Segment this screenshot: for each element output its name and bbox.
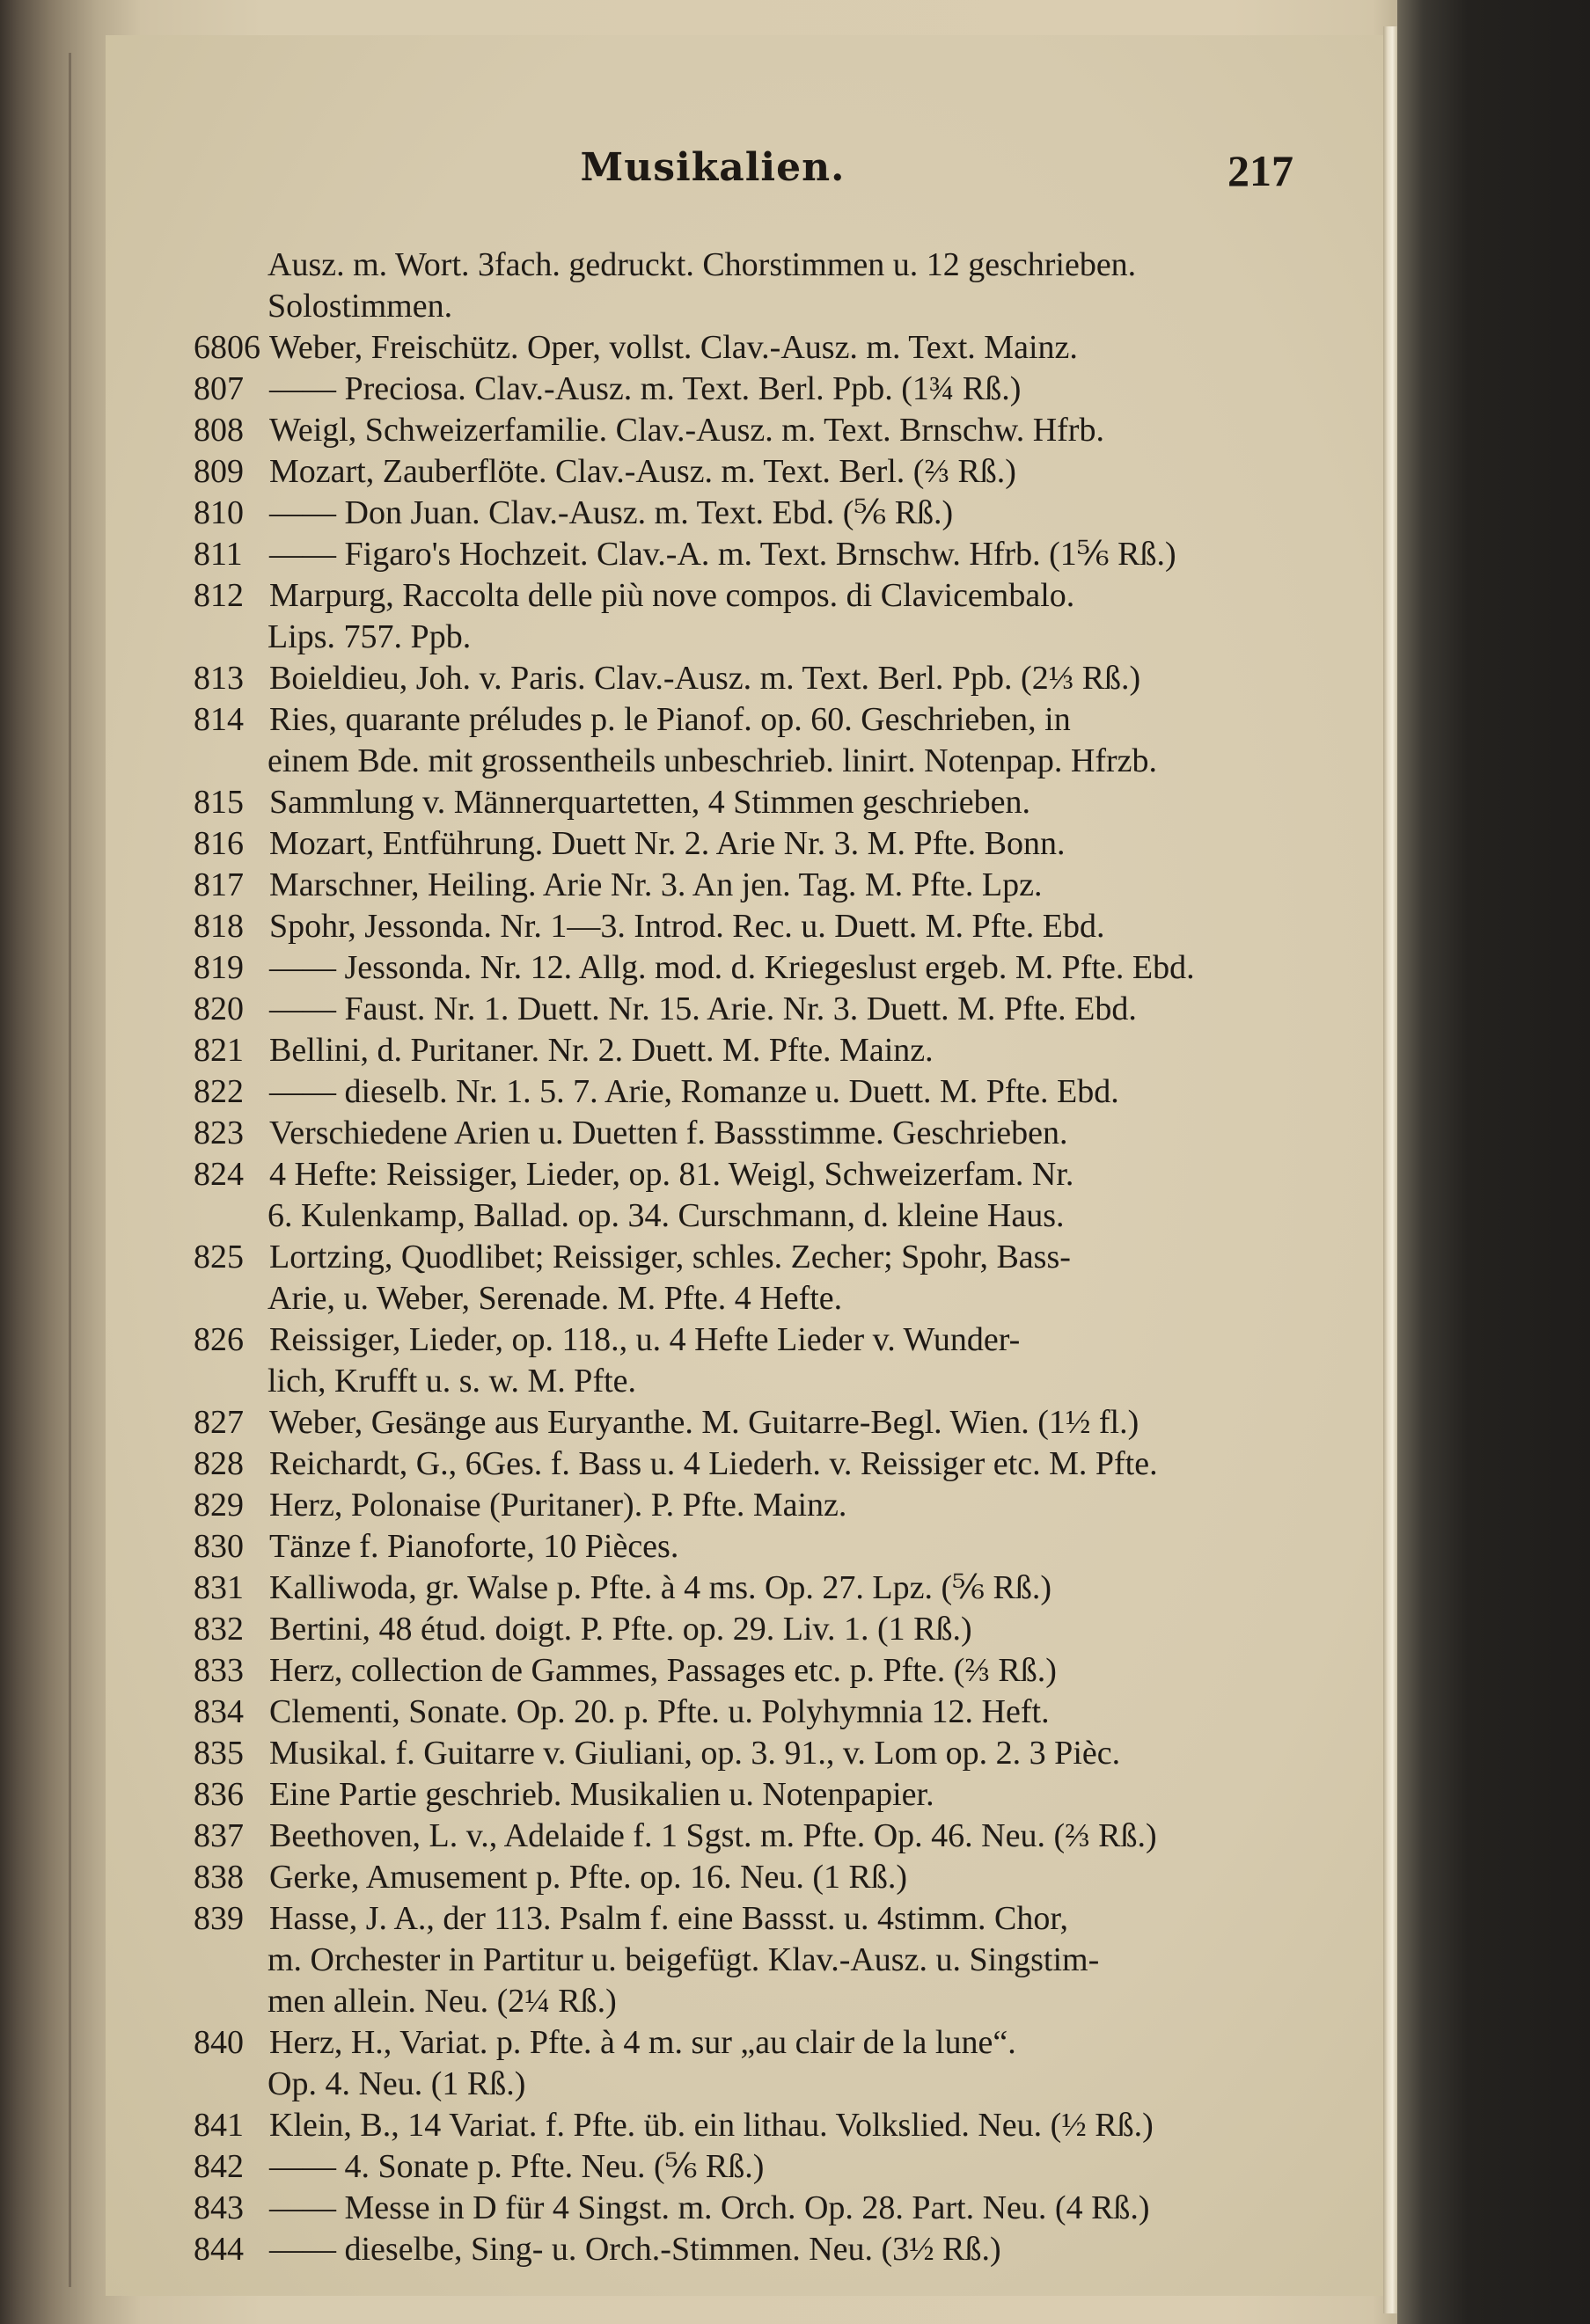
catalog-entry <box>194 1857 1302 1898</box>
catalog-entry <box>194 327 1302 369</box>
entry-text: —— Faust. Nr. 1. Duett. Nr. 15. Arie. Nr. 3. Duett. M. Pfte. Ebd. <box>269 990 1137 1027</box>
catalog-entry <box>194 1816 1302 1857</box>
entry-number: 808 <box>194 412 244 449</box>
entry-number: 823 <box>194 1114 244 1151</box>
catalog-entry <box>194 658 1302 699</box>
entry-text: Eine Partie geschrieb. Musikalien u. Notenpapier. <box>269 1776 934 1813</box>
page-gutter <box>69 53 71 2287</box>
entry-text: Hasse, J. A., der 113. Psalm f. eine Bassst. u. 4stimm. Chor, <box>269 1900 1068 1937</box>
entry-text: —— 4. Sonate p. Pfte. Neu. (⅚ Rß.) <box>269 2148 765 2185</box>
entry-number: 809 <box>194 453 244 490</box>
catalog-entry <box>194 1774 1302 1816</box>
entry-text: Herz, H., Variat. p. Pfte. à 4 m. sur „au clair de la lune“. <box>269 2024 1016 2061</box>
entry-text: Musikal. f. Guitarre v. Giuliani, op. 3. 91., v. Lom op. 2. 3 Pièc. <box>269 1735 1121 1772</box>
entry-number: 818 <box>194 908 244 945</box>
entry-number: 840 <box>194 2024 244 2061</box>
entry-text: —— Preciosa. Clav.-Ausz. m. Text. Berl. Ppb. (1¾ Rß.) <box>269 370 1022 407</box>
entry-text: Weber, Freischütz. Oper, vollst. Clav.-Ausz. m. Text. Mainz. <box>269 329 1078 366</box>
catalog-entry <box>194 2188 1302 2229</box>
catalog-entry <box>194 1485 1302 1526</box>
catalog-entry <box>194 534 1302 575</box>
entry-text: Herz, Polonaise (Puritaner). P. Pfte. Mainz. <box>269 1487 847 1524</box>
catalog-entry <box>194 823 1302 865</box>
entry-text: Reissiger, Lieder, op. 118., u. 4 Hefte Lieder v. Wunder- <box>269 1321 1021 1358</box>
catalog-entries <box>194 245 1302 2270</box>
entry-number: 842 <box>194 2148 244 2185</box>
catalog-entry <box>194 1609 1302 1650</box>
catalog-entry <box>194 1237 1302 1278</box>
entry-number: 830 <box>194 1528 244 1565</box>
entry-text: Sammlung v. Männerquartetten, 4 Stimmen geschrieben. <box>269 784 1031 821</box>
entry-number: 813 <box>194 660 244 697</box>
catalog-entry <box>194 947 1302 989</box>
catalog-entry-continuation <box>194 286 1302 327</box>
entry-text: Reichardt, G., 6Ges. f. Bass u. 4 Liederh. v. Reissiger etc. M. Pfte. <box>269 1445 1158 1482</box>
catalog-entry <box>194 2105 1302 2146</box>
entry-number: 810 <box>194 494 244 531</box>
entry-text: Clementi, Sonate. Op. 20. p. Pfte. u. Polyhymnia 12. Heft. <box>269 1693 1050 1730</box>
entry-number: 826 <box>194 1321 244 1358</box>
entry-number: 812 <box>194 577 244 614</box>
entry-text: Solostimmen. <box>267 288 453 325</box>
catalog-entry <box>194 699 1302 741</box>
entry-number: 836 <box>194 1776 244 1813</box>
entry-number: 843 <box>194 2189 244 2226</box>
entry-number: 828 <box>194 1445 244 1482</box>
catalog-entry <box>194 2022 1302 2064</box>
entry-number: 811 <box>194 536 243 573</box>
entry-text: einem Bde. mit grossentheils unbeschrieb. linirt. Notenpap. Hfrzb. <box>267 742 1157 779</box>
entry-text: —— dieselbe, Sing- u. Orch.-Stimmen. Neu. (3½ Rß.) <box>269 2231 1001 2268</box>
catalog-entry <box>194 1692 1302 1733</box>
catalog-entry <box>194 865 1302 906</box>
entry-number: 829 <box>194 1487 244 1524</box>
entry-text: Beethoven, L. v., Adelaide f. 1 Sgst. m. Pfte. Op. 46. Neu. (⅔ Rß.) <box>269 1817 1157 1854</box>
entry-text: —— Don Juan. Clav.-Ausz. m. Text. Ebd. (⅚ Rß.) <box>269 494 954 531</box>
entry-number: 821 <box>194 1032 244 1069</box>
entry-text: Boieldieu, Joh. v. Paris. Clav.-Ausz. m. Text. Berl. Ppb. (2⅓ Rß.) <box>269 660 1141 697</box>
entry-text: Lips. 757. Ppb. <box>267 618 472 655</box>
entry-text: Weigl, Schweizerfamilie. Clav.-Ausz. m. Text. Brnschw. Hfrb. <box>269 412 1104 449</box>
catalog-entry-continuation <box>194 1361 1302 1402</box>
entry-text: 6. Kulenkamp, Ballad. op. 34. Curschmann, d. kleine Haus. <box>267 1197 1065 1234</box>
catalog-entry <box>194 989 1302 1030</box>
entry-text: —— Jessonda. Nr. 12. Allg. mod. d. Kriegeslust ergeb. M. Pfte. Ebd. <box>269 949 1195 986</box>
entry-text: Arie, u. Weber, Serenade. M. Pfte. 4 Hefte. <box>267 1280 843 1317</box>
entry-text: Weber, Gesänge aus Euryanthe. M. Guitarre-Begl. Wien. (1½ fl.) <box>269 1404 1139 1441</box>
catalog-entry <box>194 2229 1302 2270</box>
entry-text: Bellini, d. Puritaner. Nr. 2. Duett. M. Pfte. Mainz. <box>269 1032 934 1069</box>
catalog-entry-continuation <box>194 1195 1302 1237</box>
catalog-entry-continuation <box>194 2064 1302 2105</box>
entry-text: Bertini, 48 étud. doigt. P. Pfte. op. 29. Liv. 1. (1 Rß.) <box>269 1611 972 1648</box>
catalog-entry <box>194 410 1302 451</box>
catalog-entry <box>194 1030 1302 1071</box>
entry-text: Marpurg, Raccolta delle più nove compos. di Clavicembalo. <box>269 577 1075 614</box>
catalog-entry <box>194 1071 1302 1113</box>
entry-text: Verschiedene Arien u. Duetten f. Bassstimme. Geschrieben. <box>269 1114 1068 1151</box>
entry-text: men allein. Neu. (2¼ Rß.) <box>267 1983 617 2020</box>
entry-text: Ries, quarante préludes p. le Pianof. op. 60. Geschrieben, in <box>269 701 1071 738</box>
catalog-entry <box>194 1568 1302 1609</box>
catalog-entry-continuation <box>194 1940 1302 1981</box>
catalog-entry-continuation <box>194 1981 1302 2022</box>
catalog-entry <box>194 2146 1302 2188</box>
page-number: 217 <box>1227 146 1293 195</box>
catalog-entry <box>194 493 1302 534</box>
entry-number: 835 <box>194 1735 244 1772</box>
catalog-entry <box>194 1319 1302 1361</box>
entry-number: 838 <box>194 1859 244 1896</box>
catalog-entry <box>194 575 1302 617</box>
catalog-entry-continuation <box>194 1278 1302 1319</box>
entry-number: 827 <box>194 1404 244 1441</box>
entry-text: Gerke, Amusement p. Pfte. op. 16. Neu. (1 Rß.) <box>269 1859 908 1896</box>
entry-text: m. Orchester in Partitur u. beigefügt. Klav.-Ausz. u. Singstim- <box>267 1941 1100 1978</box>
book-cover-edge <box>1397 0 1590 2324</box>
entry-number: 831 <box>194 1569 244 1606</box>
entry-text: Spohr, Jessonda. Nr. 1—3. Introd. Rec. u. Duett. M. Pfte. Ebd. <box>269 908 1105 945</box>
entry-text: —— dieselb. Nr. 1. 5. 7. Arie, Romanze u. Duett. M. Pfte. Ebd. <box>269 1073 1119 1110</box>
entry-number: 815 <box>194 784 244 821</box>
entry-number: 832 <box>194 1611 244 1648</box>
entry-text: Tänze f. Pianoforte, 10 Pièces. <box>269 1528 679 1565</box>
catalog-entry <box>194 1650 1302 1692</box>
entry-number: 824 <box>194 1156 244 1193</box>
catalog-entry <box>194 1113 1302 1154</box>
entry-text: —— Messe in D für 4 Singst. m. Orch. Op. 28. Part. Neu. (4 Rß.) <box>269 2189 1150 2226</box>
catalog-entry <box>194 369 1302 410</box>
entry-number: 817 <box>194 866 244 903</box>
entry-number: 819 <box>194 949 244 986</box>
catalog-entry <box>194 1733 1302 1774</box>
entry-number: 814 <box>194 701 244 738</box>
catalog-entry-continuation <box>194 245 1302 286</box>
entry-number: 6806 <box>194 329 260 366</box>
entry-text: Mozart, Zauberflöte. Clav.-Ausz. m. Text. Berl. (⅔ Rß.) <box>269 453 1016 490</box>
entry-number: 841 <box>194 2107 244 2144</box>
entry-number: 825 <box>194 1239 244 1275</box>
entry-number: 833 <box>194 1652 244 1689</box>
entry-number: 807 <box>194 370 244 407</box>
page-edge <box>1383 26 1397 2313</box>
entry-text: Marschner, Heiling. Arie Nr. 3. An jen. Tag. M. Pfte. Lpz. <box>269 866 1043 903</box>
catalog-entry-continuation <box>194 617 1302 658</box>
catalog-entry <box>194 451 1302 493</box>
catalog-entry <box>194 1402 1302 1443</box>
entry-number: 839 <box>194 1900 244 1937</box>
entry-number: 816 <box>194 825 244 862</box>
entry-text: lich, Krufft u. s. w. M. Pfte. <box>267 1363 637 1400</box>
catalog-entry <box>194 906 1302 947</box>
catalog-entry <box>194 782 1302 823</box>
entry-number: 837 <box>194 1817 244 1854</box>
running-title: Musikalien. <box>580 145 846 190</box>
entry-text: Ausz. m. Wort. 3fach. gedruckt. Chorstimmen u. 12 geschrieben. <box>267 246 1137 283</box>
entry-number: 822 <box>194 1073 244 1110</box>
entry-text: Kalliwoda, gr. Walse p. Pfte. à 4 ms. Op. 27. Lpz. (⅚ Rß.) <box>269 1569 1051 1606</box>
entry-text: —— Figaro's Hochzeit. Clav.-A. m. Text. Brnschw. Hfrb. (1⅚ Rß.) <box>269 536 1176 573</box>
catalog-entry <box>194 1154 1302 1195</box>
entry-text: 4 Hefte: Reissiger, Lieder, op. 81. Weigl, Schweizerfam. Nr. <box>269 1156 1074 1193</box>
catalog-entry <box>194 1526 1302 1568</box>
entry-number: 844 <box>194 2231 244 2268</box>
catalog-entry-continuation <box>194 741 1302 782</box>
entry-text: Klein, B., 14 Variat. f. Pfte. üb. ein lithau. Volkslied. Neu. (½ Rß.) <box>269 2107 1154 2144</box>
catalog-entry <box>194 1898 1302 1940</box>
entry-number: 834 <box>194 1693 244 1730</box>
entry-text: Op. 4. Neu. (1 Rß.) <box>267 2065 526 2102</box>
entry-number: 820 <box>194 990 244 1027</box>
catalog-entry <box>194 1443 1302 1485</box>
entry-text: Herz, collection de Gammes, Passages etc. p. Pfte. (⅔ Rß.) <box>269 1652 1057 1689</box>
entry-text: Lortzing, Quodlibet; Reissiger, schles. Zecher; Spohr, Bass- <box>269 1239 1071 1275</box>
entry-text: Mozart, Entführung. Duett Nr. 2. Arie Nr. 3. M. Pfte. Bonn. <box>269 825 1066 862</box>
